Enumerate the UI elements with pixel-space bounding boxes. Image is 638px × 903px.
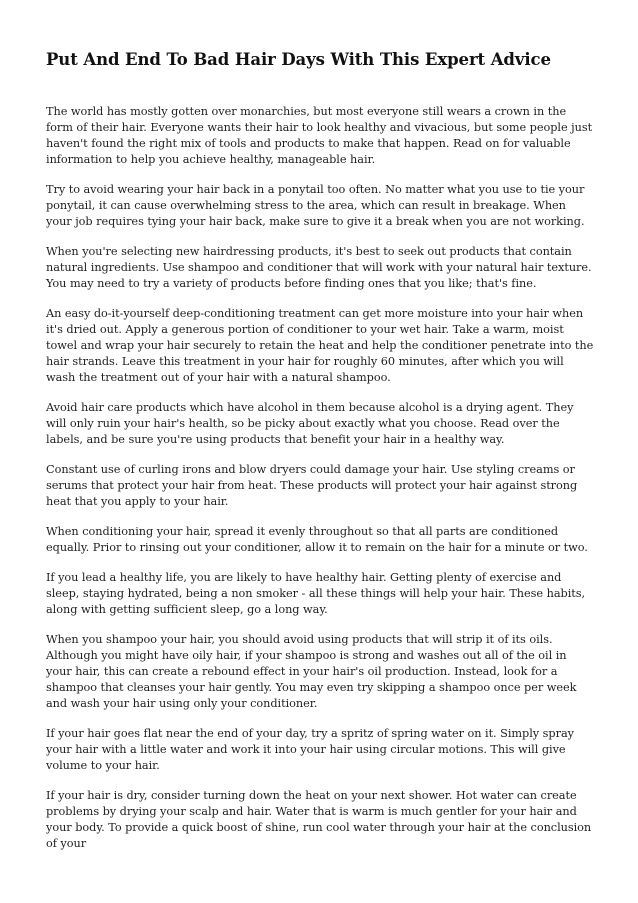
paragraph: Try to avoid wearing your hair back in a ponytail too often. No matter what you use to tie your ponytail, it can cause overwhelming stress to the area, which can result in breakage. When your job requires tying your hair back, make sure to give it a break when you are not working. — [46, 183, 585, 228]
paragraph: If you lead a healthy life, you are likely to have healthy hair. Getting plenty of exercise and sleep, staying hydrated, being a non smoker - all these things will help your hair. These habits, along with getting sufficient sleep, go a long way. — [46, 571, 586, 616]
paragraph: If your hair goes flat near the end of your day, try a spritz of spring water on it. Simply spray your hair with a little water and work it into your hair using circular motions. This will give volume to your hair. — [46, 727, 574, 772]
paragraph: When you shampoo your hair, you should avoid using products that will strip it of its oils. Although you might have oily hair, if your shampoo is strong and washes out all of the oil in your hair, this can create a rebound effect in your hair's oil production. Instead, look for a shampoo that cleanses your hair gently. You may even try skipping a shampoo once per week and wash your hair using only your conditioner. — [46, 633, 577, 710]
document-page — [46, 48, 594, 866]
paragraph: Constant use of curling irons and blow dryers could damage your hair. Use styling creams or serums that protect your hair from heat. These products will protect your hair against strong heat that you apply to your hair. — [46, 463, 578, 508]
paragraph: Avoid hair care products which have alcohol in them because alcohol is a drying agent. They will only ruin your hair's health, so be picky about exactly what you choose. Read over the labels, and be sure you're using products that benefit your hair in a healthy way. — [46, 401, 574, 446]
document-title: Put And End To Bad Hair Days With This Expert Advice — [46, 50, 551, 69]
paragraph: An easy do-it-yourself deep-conditioning treatment can get more moisture into your hair when it's dried out. Apply a generous portion of conditioner to your wet hair. Take a warm, moist towel and wrap your hair securely to retain the heat and help the conditioner penetrate into the hair strands. Leave this treatment in your hair for roughly 60 minutes, after which you will wash the treatment out of your hair with a natural shampoo. — [46, 307, 594, 384]
paragraph: When conditioning your hair, spread it evenly throughout so that all parts are conditioned equally. Prior to rinsing out your conditioner, allow it to remain on the hair for a minute or two. — [46, 525, 588, 554]
paragraph: If your hair is dry, consider turning down the heat on your next shower. Hot water can create problems by drying your scalp and hair. Water that is warm is much gentler for your hair and your body. To provide a quick boost of shine, run cool water through your hair at the conclusion of your — [46, 789, 592, 850]
paragraph: When you're selecting new hairdressing products, it's best to seek out products that contain natural ingredients. Use shampoo and conditioner that will work with your natural hair texture. You may need to try a variety of products before finding ones that you like; that's fine. — [46, 245, 592, 290]
paragraph: The world has mostly gotten over monarchies, but most everyone still wears a crown in the form of their hair. Everyone wants their hair to look healthy and vivacious, but some people just haven't found the right mix of tools and products to make that happen. Read on for valuable information to help you achieve healthy, manageable hair. — [46, 105, 593, 166]
